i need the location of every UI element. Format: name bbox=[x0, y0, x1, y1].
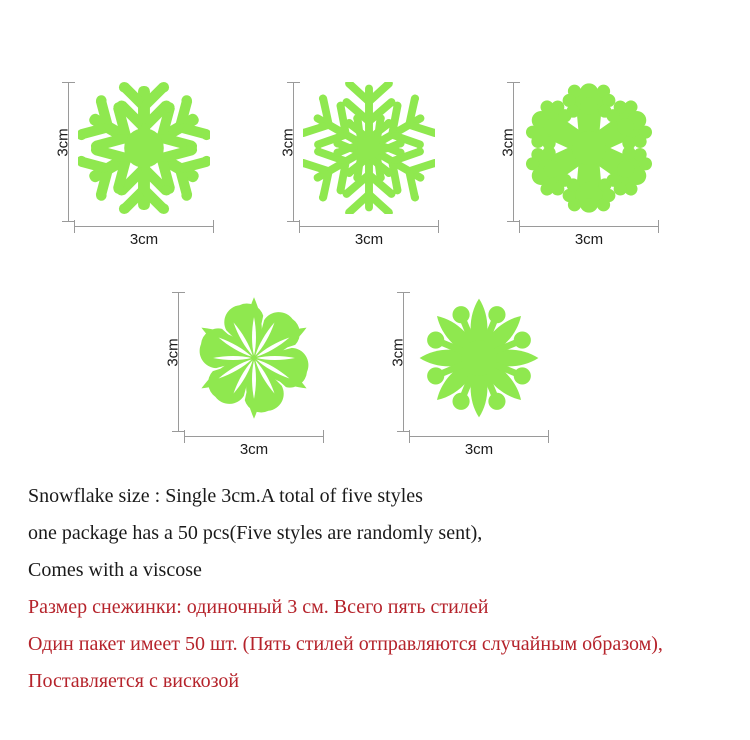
width-label-4: 3cm bbox=[239, 441, 269, 458]
horizontal-dimension-4 bbox=[184, 430, 324, 462]
snowflake-graphic-3 bbox=[523, 82, 655, 214]
dimension-cap-top bbox=[287, 82, 300, 83]
flake-cell-4 bbox=[154, 288, 334, 463]
horizontal-dimension-5 bbox=[409, 430, 549, 462]
dimension-cap-top bbox=[172, 292, 185, 293]
dimension-line bbox=[519, 226, 659, 227]
dimension-line bbox=[74, 226, 214, 227]
russian-line-1: Размер снежинки: одиночный 3 см. Всего пять стилей bbox=[28, 596, 489, 618]
russian-line-2: Один пакет имеет 50 шт. (Пять стилей отправляются случайным образом), bbox=[28, 633, 663, 655]
height-label-3: 3cm bbox=[499, 128, 517, 157]
snowflake-graphic-4 bbox=[188, 292, 320, 424]
flake-cell-3 bbox=[489, 78, 669, 253]
dimension-cap-top bbox=[507, 82, 520, 83]
height-label-1: 3cm bbox=[54, 128, 72, 157]
russian-line-3: Поставляется с вискозой bbox=[28, 670, 240, 692]
width-label-5: 3cm bbox=[464, 441, 494, 458]
horizontal-dimension-3 bbox=[519, 220, 659, 252]
english-line-2: one package has a 50 pcs(Five styles are randomly sent), bbox=[28, 522, 483, 544]
vertical-dimension-5 bbox=[389, 292, 411, 432]
dimension-cap-top bbox=[397, 292, 410, 293]
dimension-line bbox=[409, 436, 549, 437]
height-label-5: 3cm bbox=[389, 338, 407, 367]
english-line-1: Snowflake size : Single 3cm.A total of five styles bbox=[28, 485, 423, 507]
height-label-2: 3cm bbox=[279, 128, 297, 157]
vertical-dimension-4 bbox=[164, 292, 186, 432]
vertical-dimension-3 bbox=[499, 82, 521, 222]
flake-cell-1 bbox=[44, 78, 224, 253]
dimension-line bbox=[184, 436, 324, 437]
snowflake-graphic-1 bbox=[78, 82, 210, 214]
height-label-4: 3cm bbox=[164, 338, 182, 367]
horizontal-dimension-2 bbox=[299, 220, 439, 252]
snowflake-graphic-5 bbox=[413, 292, 545, 424]
english-line-3: Comes with a viscose bbox=[28, 559, 202, 581]
width-label-1: 3cm bbox=[129, 231, 159, 248]
dimension-cap-top bbox=[62, 82, 75, 83]
horizontal-dimension-1 bbox=[74, 220, 214, 252]
vertical-dimension-2 bbox=[279, 82, 301, 222]
flake-cell-5 bbox=[379, 288, 559, 463]
description-block bbox=[28, 478, 728, 700]
width-label-3: 3cm bbox=[574, 231, 604, 248]
width-label-2: 3cm bbox=[354, 231, 384, 248]
flake-cell-2 bbox=[269, 78, 449, 253]
dimension-line bbox=[299, 226, 439, 227]
snowflake-graphic-2 bbox=[303, 82, 435, 214]
vertical-dimension-1 bbox=[54, 82, 76, 222]
